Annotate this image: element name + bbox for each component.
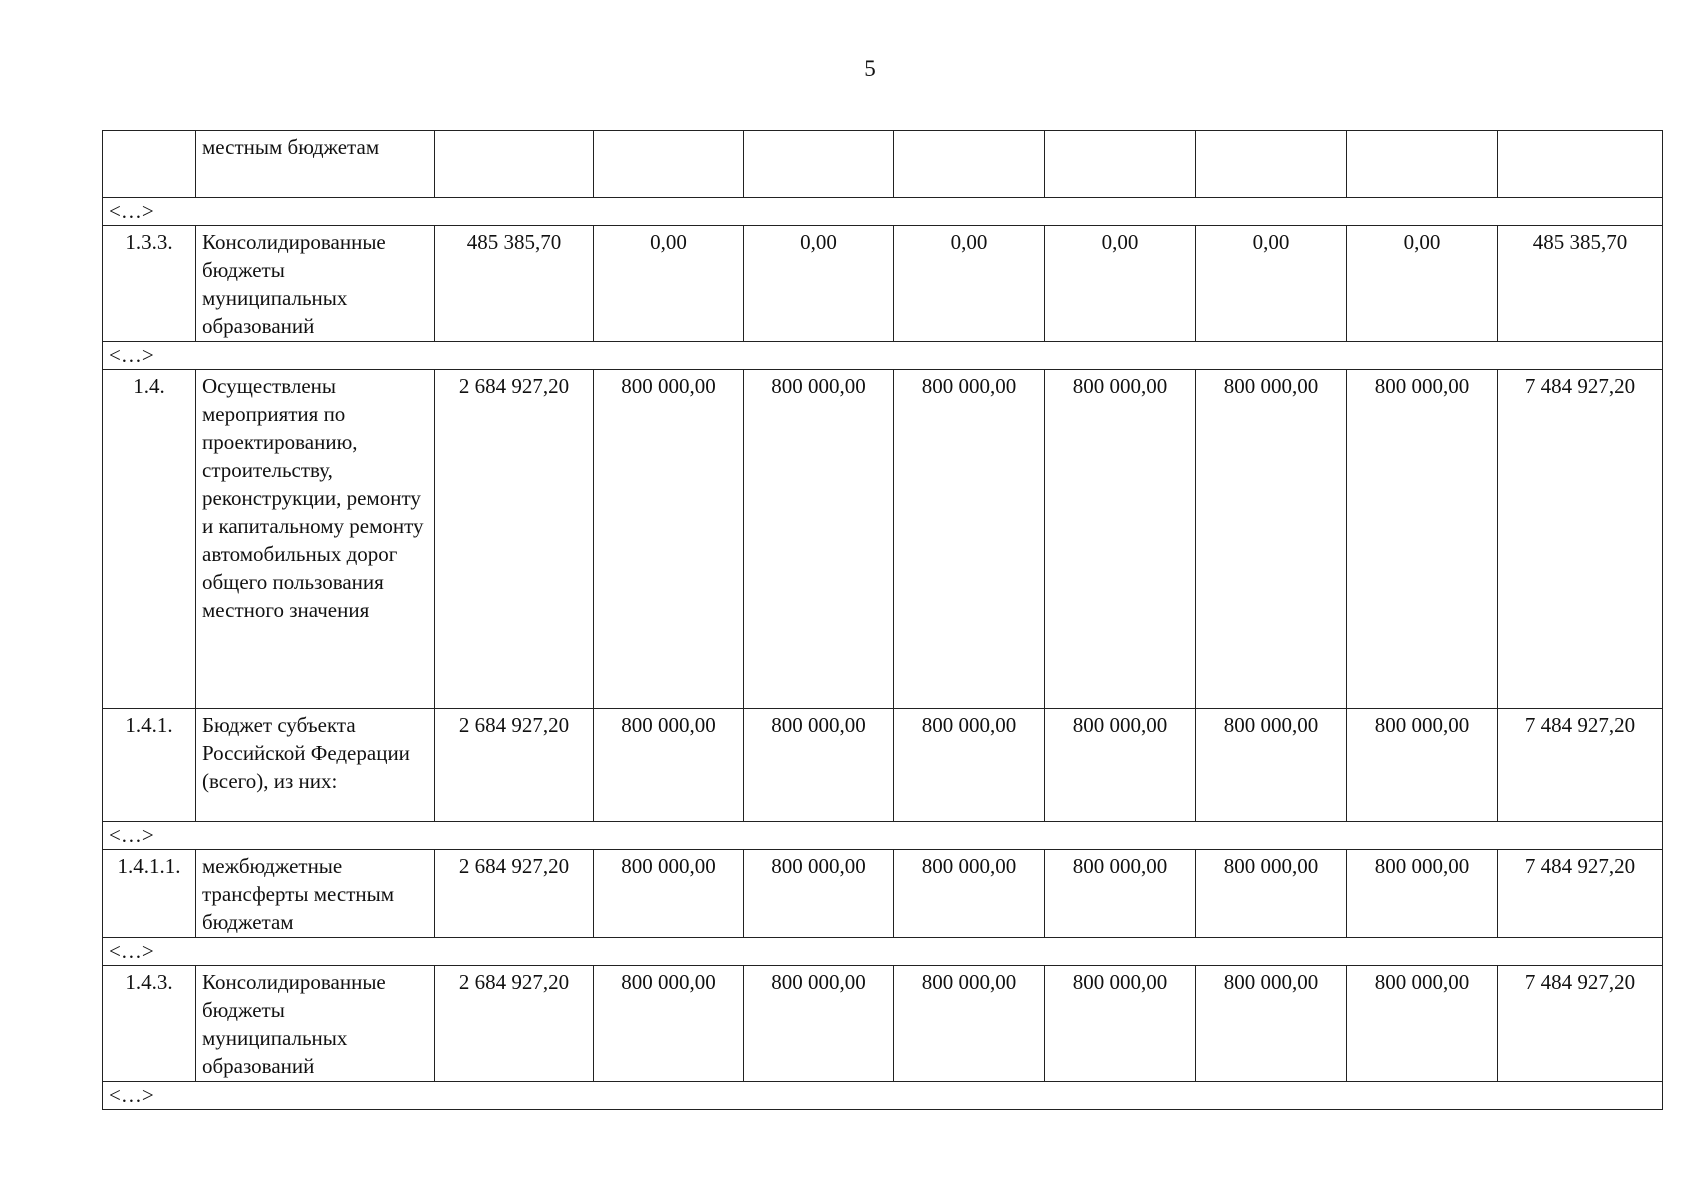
row-number: 1.4. (103, 370, 196, 709)
value-cell: 2 684 927,20 (435, 850, 594, 938)
ellipsis-marker: <…> (103, 198, 1663, 226)
value-cell: 0,00 (894, 226, 1045, 342)
row-total: 485 385,70 (1498, 226, 1663, 342)
value-cell: 800 000,00 (1196, 966, 1347, 1082)
value-cell: 800 000,00 (1196, 709, 1347, 822)
row-name: местным бюджетам (196, 131, 435, 198)
ellipsis-marker: <…> (103, 822, 1663, 850)
value-cell: 800 000,00 (594, 709, 744, 822)
row-total (1498, 131, 1663, 198)
table-row (103, 966, 1663, 1082)
row-number: 1.4.3. (103, 966, 196, 1082)
value-cell: 800 000,00 (594, 850, 744, 938)
ellipsis-row (103, 938, 1663, 966)
value-cell: 800 000,00 (594, 966, 744, 1082)
value-cell: 800 000,00 (894, 709, 1045, 822)
row-name: Осуществлены мероприятия по проектированию, строительству, реконструкции, ремонту и капитальному ремонту автомобильных дорог общего пользования местного значения (196, 370, 435, 709)
row-total: 7 484 927,20 (1498, 370, 1663, 709)
value-cell: 800 000,00 (1045, 370, 1196, 709)
value-cell: 800 000,00 (1045, 966, 1196, 1082)
value-cell: 800 000,00 (744, 709, 894, 822)
value-cell: 800 000,00 (744, 370, 894, 709)
ellipsis-marker: <…> (103, 342, 1663, 370)
page-number: 5 (864, 56, 876, 81)
value-cell: 800 000,00 (894, 966, 1045, 1082)
value-cell (594, 131, 744, 198)
value-cell: 800 000,00 (1347, 850, 1498, 938)
value-cell: 0,00 (594, 226, 744, 342)
value-cell: 800 000,00 (1196, 370, 1347, 709)
value-cell: 0,00 (744, 226, 894, 342)
value-cell: 800 000,00 (594, 370, 744, 709)
value-cell (1196, 131, 1347, 198)
value-cell: 800 000,00 (744, 850, 894, 938)
value-cell: 0,00 (1045, 226, 1196, 342)
value-cell: 800 000,00 (1045, 850, 1196, 938)
value-cell: 800 000,00 (894, 370, 1045, 709)
budget-table (102, 130, 1663, 1110)
ellipsis-marker: <…> (103, 1082, 1663, 1110)
row-name: Бюджет субъекта Российской Федерации (всего), из них: (196, 709, 435, 822)
value-cell: 2 684 927,20 (435, 709, 594, 822)
row-number (103, 131, 196, 198)
value-cell: 800 000,00 (894, 850, 1045, 938)
value-cell: 800 000,00 (1045, 709, 1196, 822)
value-cell (1347, 131, 1498, 198)
table-row (103, 709, 1663, 822)
ellipsis-row (103, 822, 1663, 850)
value-cell: 800 000,00 (744, 966, 894, 1082)
table-row (103, 850, 1663, 938)
row-name: межбюджетные трансферты местным бюджетам (196, 850, 435, 938)
row-number: 1.4.1.1. (103, 850, 196, 938)
ellipsis-marker: <…> (103, 938, 1663, 966)
value-cell (744, 131, 894, 198)
ellipsis-row (103, 198, 1663, 226)
row-total: 7 484 927,20 (1498, 709, 1663, 822)
row-name: Консолидированные бюджеты муниципальных образований (196, 226, 435, 342)
value-cell: 800 000,00 (1347, 966, 1498, 1082)
ellipsis-row (103, 1082, 1663, 1110)
value-cell (435, 131, 594, 198)
row-name: Консолидированные бюджеты муниципальных образований (196, 966, 435, 1082)
table-row (103, 131, 1663, 198)
row-number: 1.4.1. (103, 709, 196, 822)
value-cell: 2 684 927,20 (435, 370, 594, 709)
value-cell: 800 000,00 (1347, 709, 1498, 822)
row-number: 1.3.3. (103, 226, 196, 342)
table-row (103, 370, 1663, 709)
ellipsis-row (103, 342, 1663, 370)
value-cell: 800 000,00 (1196, 850, 1347, 938)
table-row (103, 226, 1663, 342)
value-cell: 2 684 927,20 (435, 966, 594, 1082)
value-cell: 0,00 (1347, 226, 1498, 342)
value-cell: 800 000,00 (1347, 370, 1498, 709)
value-cell (894, 131, 1045, 198)
value-cell: 485 385,70 (435, 226, 594, 342)
row-total: 7 484 927,20 (1498, 850, 1663, 938)
row-total: 7 484 927,20 (1498, 966, 1663, 1082)
value-cell (1045, 131, 1196, 198)
table-body (103, 131, 1663, 1110)
value-cell: 0,00 (1196, 226, 1347, 342)
